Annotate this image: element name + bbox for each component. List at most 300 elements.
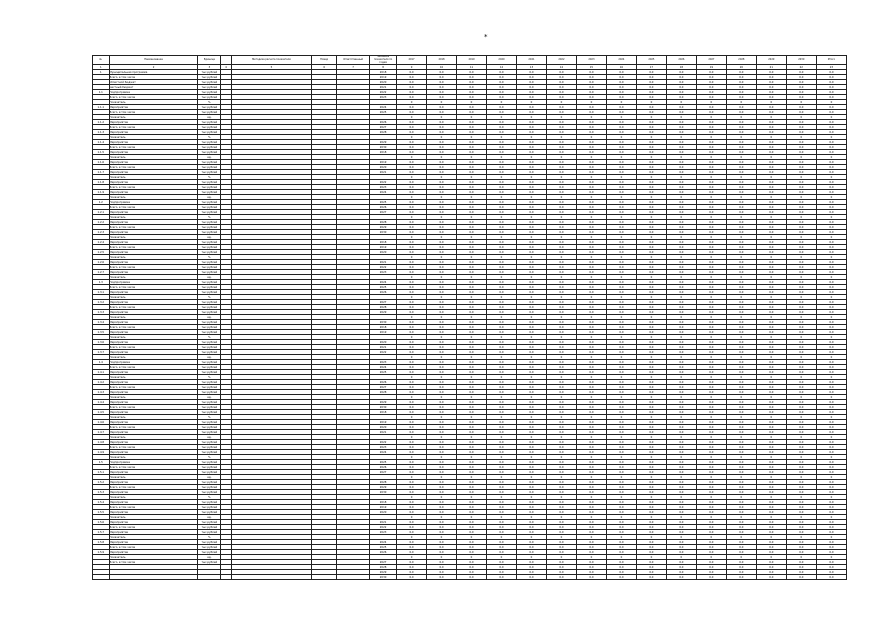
table-cell: 1.5.9 xyxy=(93,550,110,555)
table-cell: 0,0 xyxy=(397,70,427,75)
table-cell: 0,0 xyxy=(606,260,636,265)
table-cell: 0,0 xyxy=(666,300,696,305)
table-cell: 0,0 xyxy=(397,165,427,170)
table-cell: 0,0 xyxy=(636,390,666,395)
table-cell: 0,0 xyxy=(546,420,576,425)
table-cell: 0,0 xyxy=(636,530,666,535)
table-cell: 0 xyxy=(397,155,427,160)
table-cell: 0,0 xyxy=(816,500,846,505)
table-cell: 2028 xyxy=(370,390,397,395)
table-cell: 0,0 xyxy=(666,270,696,275)
table-cell: 2026 xyxy=(370,290,397,295)
table-cell: 0,0 xyxy=(546,550,576,555)
table-cell: 0 xyxy=(516,135,546,140)
table-cell xyxy=(198,575,221,580)
table-cell: 0,0 xyxy=(606,485,636,490)
table-cell: 0,0 xyxy=(457,350,487,355)
table-cell: 0,0 xyxy=(457,85,487,90)
table-cell: 0,0 xyxy=(516,145,546,150)
table-cell: 0,0 xyxy=(756,250,786,255)
table-cell: 0,0 xyxy=(397,150,427,155)
table-cell: 0,0 xyxy=(427,340,457,345)
table-cell: 0,0 xyxy=(576,500,606,505)
table-cell: 0,0 xyxy=(816,400,846,405)
table-cell: тыс.рублей xyxy=(198,75,221,80)
table-cell: 2029 xyxy=(370,570,397,575)
table-cell: тыс.рублей xyxy=(198,125,221,130)
table-cell: 0 xyxy=(486,115,516,120)
table-cell: 0,0 xyxy=(696,325,726,330)
table-cell: 0,0 xyxy=(397,420,427,425)
table-cell: 0,0 xyxy=(576,545,606,550)
table-cell: 0 xyxy=(726,455,756,460)
table-cell: 0,0 xyxy=(696,530,726,535)
table-cell: 0,0 xyxy=(457,95,487,100)
table-cell: 0,0 xyxy=(457,360,487,365)
table-cell: 2023 xyxy=(370,95,397,100)
table-cell: 0,0 xyxy=(576,225,606,230)
table-cell: 0,0 xyxy=(726,230,756,235)
table-cell: Всего, в том числе xyxy=(109,365,198,370)
table-cell: 0,0 xyxy=(576,245,606,250)
table-cell: 0 xyxy=(726,275,756,280)
table-cell: % xyxy=(198,295,221,300)
table-cell: 2027 xyxy=(370,210,397,215)
table-cell: 0,0 xyxy=(457,465,487,470)
header-cell: 2020 xyxy=(486,56,516,65)
table-cell: 0,0 xyxy=(516,250,546,255)
table-cell: 0,0 xyxy=(427,240,457,245)
table-cell: 0,0 xyxy=(816,550,846,555)
table-cell: 0 xyxy=(696,375,726,380)
table-cell: 0,0 xyxy=(546,230,576,235)
table-cell: 0,0 xyxy=(397,75,427,80)
table-cell: 0,0 xyxy=(666,410,696,415)
table-cell: 0,0 xyxy=(636,405,666,410)
table-cell: 0 xyxy=(457,135,487,140)
table-cell xyxy=(109,575,198,580)
table-cell: 0 xyxy=(427,175,457,180)
table-cell: 0,0 xyxy=(756,75,786,80)
table-cell: 0,0 xyxy=(816,430,846,435)
table-cell: 0 xyxy=(786,375,816,380)
table-cell: 2029 xyxy=(370,400,397,405)
table-cell: 0,0 xyxy=(786,145,816,150)
table-cell: 0,0 xyxy=(756,145,786,150)
table-cell: 0,0 xyxy=(696,405,726,410)
table-cell: 0,0 xyxy=(726,460,756,465)
table-cell: тыс.рублей xyxy=(198,480,221,485)
table-cell: 0,0 xyxy=(666,205,696,210)
table-cell: Показатель xyxy=(109,535,198,540)
table-cell: 0,0 xyxy=(546,390,576,395)
table-cell: 0 xyxy=(457,295,487,300)
table-cell: тыс.рублей xyxy=(198,560,221,565)
table-cell: 0,0 xyxy=(666,70,696,75)
header-cell: 2028 xyxy=(726,56,756,65)
table-cell: 0,0 xyxy=(786,305,816,310)
table-cell: 0,0 xyxy=(457,325,487,330)
table-cell: 0,0 xyxy=(816,185,846,190)
table-cell: 0 xyxy=(726,415,756,420)
table-cell: 0,0 xyxy=(457,440,487,445)
table-cell: 0,0 xyxy=(397,145,427,150)
table-cell: 0,0 xyxy=(427,500,457,505)
table-cell: 0,0 xyxy=(397,210,427,215)
table-cell: 2024 xyxy=(370,540,397,545)
table-cell: 2028 xyxy=(370,480,397,485)
table-cell: 0 xyxy=(666,235,696,240)
table-cell: 0,0 xyxy=(606,110,636,115)
table-cell: 0 xyxy=(816,355,846,360)
table-cell: 0,0 xyxy=(606,450,636,455)
table-cell: 0 xyxy=(457,235,487,240)
table-cell: 0,0 xyxy=(457,570,487,575)
table-cell: 0,0 xyxy=(816,345,846,350)
table-cell: 0,0 xyxy=(816,85,846,90)
table-cell: 0,0 xyxy=(816,465,846,470)
table-cell: 0,0 xyxy=(786,225,816,230)
table-cell: 0,0 xyxy=(516,285,546,290)
table-cell: 0,0 xyxy=(427,425,457,430)
table-cell: 1.4.6 xyxy=(93,420,110,425)
table-cell: 0,0 xyxy=(427,410,457,415)
table-cell: 0,0 xyxy=(486,350,516,355)
table-cell: 0,0 xyxy=(696,145,726,150)
table-cell: 0,0 xyxy=(397,125,427,130)
table-cell: тыс.рублей xyxy=(198,325,221,330)
table-cell: 0,0 xyxy=(636,280,666,285)
table-cell: 0,0 xyxy=(457,270,487,275)
table-cell: 0 xyxy=(816,175,846,180)
table-cell: 0,0 xyxy=(546,505,576,510)
table-cell: 0,0 xyxy=(457,400,487,405)
table-cell: 0 xyxy=(397,295,427,300)
table-cell: тыс.рублей xyxy=(198,460,221,465)
table-cell: 0,0 xyxy=(576,90,606,95)
table-cell: 0,0 xyxy=(516,205,546,210)
table-cell: тыс.рублей xyxy=(198,220,221,225)
table-cell: 0,0 xyxy=(457,190,487,195)
table-cell: 0,0 xyxy=(486,405,516,410)
table-cell: 0 xyxy=(397,195,427,200)
table-cell: 0,0 xyxy=(427,95,457,100)
table-cell: 0,0 xyxy=(427,390,457,395)
table-cell: Всего, в том числе xyxy=(109,75,198,80)
table-cell: 0,0 xyxy=(786,465,816,470)
table-cell: 0 xyxy=(427,335,457,340)
table-cell: 0,0 xyxy=(606,75,636,80)
table-cell: 0,0 xyxy=(427,380,457,385)
table-cell: 0,0 xyxy=(726,180,756,185)
table-cell: 0,0 xyxy=(397,465,427,470)
table-cell: 0,0 xyxy=(576,70,606,75)
table-cell: 0,0 xyxy=(636,460,666,465)
table-cell: 1.2.4 xyxy=(93,240,110,245)
table-cell: 0,0 xyxy=(696,545,726,550)
table-cell: 0,0 xyxy=(457,285,487,290)
table-cell: 0,0 xyxy=(546,110,576,115)
table-cell: Показатель xyxy=(109,215,198,220)
table-cell: 0 xyxy=(516,375,546,380)
table-cell: 0 xyxy=(726,155,756,160)
table-cell: 0,0 xyxy=(636,485,666,490)
table-cell: 0,0 xyxy=(786,70,816,75)
table-cell: 0,0 xyxy=(486,410,516,415)
table-cell: 0,0 xyxy=(576,290,606,295)
table-cell: 0 xyxy=(457,475,487,480)
table-cell: 0 xyxy=(666,295,696,300)
table-cell: 0,0 xyxy=(576,190,606,195)
table-cell: 2025 xyxy=(370,370,397,375)
table-cell: 0,0 xyxy=(546,125,576,130)
table-cell: 0 xyxy=(786,100,816,105)
table-cell: 0 xyxy=(606,395,636,400)
table-cell: 0,0 xyxy=(726,140,756,145)
table-cell: 0,0 xyxy=(576,410,606,415)
table-cell: 0,0 xyxy=(696,385,726,390)
table-cell: Мероприятие xyxy=(109,550,198,555)
table-cell: 0 xyxy=(666,135,696,140)
table-cell: 0,0 xyxy=(546,570,576,575)
table-cell: 0,0 xyxy=(427,200,457,205)
table-cell: 0,0 xyxy=(666,570,696,575)
table-cell: 2026 xyxy=(370,465,397,470)
table-cell: 0,0 xyxy=(546,250,576,255)
table-cell: тыс.рублей xyxy=(198,110,221,115)
table-cell: 0,0 xyxy=(486,290,516,295)
table-cell: 0 xyxy=(786,115,816,120)
table-cell: 0,0 xyxy=(486,565,516,570)
table-cell: 0,0 xyxy=(636,150,666,155)
table-cell: 0,0 xyxy=(516,420,546,425)
table-cell: 0,0 xyxy=(636,545,666,550)
table-cell: 0 xyxy=(666,515,696,520)
table-cell: 0,0 xyxy=(486,325,516,330)
table-cell: 0 xyxy=(756,455,786,460)
table-cell: 0,0 xyxy=(457,480,487,485)
table-cell: 0,0 xyxy=(457,210,487,215)
table-cell: 0 xyxy=(786,195,816,200)
table-cell: 0 xyxy=(457,555,487,560)
table-cell: 0,0 xyxy=(666,230,696,235)
table-cell: 0,0 xyxy=(486,500,516,505)
table-cell xyxy=(337,575,370,580)
table-cell: Показатель xyxy=(109,235,198,240)
table-cell: 0,0 xyxy=(696,125,726,130)
table-cell: 0,0 xyxy=(427,260,457,265)
table-cell: ед. xyxy=(198,435,221,440)
table-cell: 0,0 xyxy=(457,165,487,170)
table-cell: 0,0 xyxy=(427,520,457,525)
table-cell: 0 xyxy=(546,455,576,460)
table-cell: 0,0 xyxy=(457,105,487,110)
table-cell: 2022 xyxy=(370,525,397,530)
table-cell: 0,0 xyxy=(726,385,756,390)
table-cell: 0,0 xyxy=(427,205,457,210)
table-cell: 0,0 xyxy=(696,185,726,190)
table-cell: Мероприятие xyxy=(109,150,198,155)
table-cell: 2022 xyxy=(370,265,397,270)
table-cell: 0,0 xyxy=(756,95,786,100)
table-cell: 2020 xyxy=(370,165,397,170)
table-cell: 0 xyxy=(816,335,846,340)
table-cell: 0 xyxy=(486,395,516,400)
table-cell: 0,0 xyxy=(636,560,666,565)
table-cell: 0 xyxy=(756,515,786,520)
table-cell: 0,0 xyxy=(486,205,516,210)
table-cell: 0,0 xyxy=(696,410,726,415)
table-cell xyxy=(93,575,110,580)
table-cell: 0 xyxy=(546,475,576,480)
table-cell: 0,0 xyxy=(397,500,427,505)
table-cell: 0,0 xyxy=(636,470,666,475)
table-cell: 0,0 xyxy=(786,160,816,165)
table-cell: 0 xyxy=(756,235,786,240)
table-cell: 0,0 xyxy=(546,245,576,250)
table-cell: тыс.рублей xyxy=(198,385,221,390)
table-cell: 0,0 xyxy=(486,110,516,115)
table-cell: 0,0 xyxy=(457,280,487,285)
table-cell: 0,0 xyxy=(666,330,696,335)
table-cell: 2029 xyxy=(370,485,397,490)
table-cell: 0,0 xyxy=(726,260,756,265)
table-cell: 0,0 xyxy=(696,165,726,170)
table-cell: 0 xyxy=(606,335,636,340)
table-cell: 0 xyxy=(816,275,846,280)
table-cell: 0,0 xyxy=(726,165,756,170)
table-cell: 0 xyxy=(397,415,427,420)
table-cell: 0,0 xyxy=(427,325,457,330)
header-cell: 2018 xyxy=(427,56,457,65)
table-cell: тыс.рублей xyxy=(198,130,221,135)
table-cell: 0,0 xyxy=(546,185,576,190)
table-cell: тыс.рублей xyxy=(198,530,221,535)
table-cell: 0 xyxy=(606,175,636,180)
table-cell: 0 xyxy=(696,255,726,260)
table-cell: 0 xyxy=(397,135,427,140)
table-cell: 0 xyxy=(486,335,516,340)
table-cell: 0,0 xyxy=(457,265,487,270)
table-cell: Показатель xyxy=(109,255,198,260)
table-cell: 0,0 xyxy=(516,225,546,230)
table-cell: 0,0 xyxy=(696,225,726,230)
table-cell: 0 xyxy=(666,475,696,480)
table-cell: 0,0 xyxy=(486,400,516,405)
table-cell: 0 xyxy=(756,135,786,140)
table-cell: 0,0 xyxy=(486,95,516,100)
table-cell: 2021 xyxy=(370,170,397,175)
header-number-cell: 13 xyxy=(516,65,546,70)
table-cell: 0,0 xyxy=(486,250,516,255)
table-cell: 0,0 xyxy=(397,575,427,580)
table-cell: 0,0 xyxy=(606,225,636,230)
table-cell: тыс.рублей xyxy=(198,180,221,185)
table-cell: 0,0 xyxy=(696,370,726,375)
table-cell: 0 xyxy=(576,535,606,540)
table-cell: 0,0 xyxy=(606,285,636,290)
table-cell: 0,0 xyxy=(786,230,816,235)
table-cell: тыс.рублей xyxy=(198,420,221,425)
table-cell: Мероприятие xyxy=(109,470,198,475)
table-cell: 0 xyxy=(816,195,846,200)
table-cell: Мероприятие xyxy=(109,105,198,110)
table-cell: 0,0 xyxy=(726,365,756,370)
table-cell: 0,0 xyxy=(606,325,636,330)
table-cell: 0 xyxy=(546,275,576,280)
header-number-cell: 12 xyxy=(486,65,516,70)
table-cell: 0,0 xyxy=(786,570,816,575)
table-cell: 0,0 xyxy=(486,490,516,495)
table-cell: 0,0 xyxy=(696,150,726,155)
table-cell: 0,0 xyxy=(576,310,606,315)
table-cell: 0,0 xyxy=(576,300,606,305)
table-cell: 0 xyxy=(786,435,816,440)
table-cell: тыс.рублей xyxy=(198,365,221,370)
table-cell: 0 xyxy=(756,115,786,120)
table-cell: 0,0 xyxy=(516,345,546,350)
table-cell: 0,0 xyxy=(486,225,516,230)
table-cell: 0,0 xyxy=(397,280,427,285)
table-cell: 0,0 xyxy=(486,460,516,465)
table-cell: 0,0 xyxy=(726,305,756,310)
table-cell: 0,0 xyxy=(726,430,756,435)
table-cell: 0,0 xyxy=(636,170,666,175)
table-cell: 0,0 xyxy=(397,450,427,455)
table-cell: 0,0 xyxy=(457,245,487,250)
table-cell: 0 xyxy=(666,395,696,400)
table-cell: 0,0 xyxy=(636,160,666,165)
table-cell: 0,0 xyxy=(457,565,487,570)
table-cell: 0,0 xyxy=(786,340,816,345)
table-cell: Мероприятие xyxy=(109,290,198,295)
table-cell: 0,0 xyxy=(756,90,786,95)
table-cell: 0 xyxy=(427,115,457,120)
table-cell: 0 xyxy=(576,235,606,240)
table-cell: 0,0 xyxy=(516,490,546,495)
table-cell: 2018 xyxy=(370,150,397,155)
table-cell: 0,0 xyxy=(546,265,576,270)
table-cell: 0 xyxy=(666,335,696,340)
table-cell: 0,0 xyxy=(756,445,786,450)
table-cell: 1.3.5 xyxy=(93,330,110,335)
table-cell: 2026 xyxy=(370,120,397,125)
table-cell: 0 xyxy=(696,455,726,460)
table-cell: 0,0 xyxy=(427,450,457,455)
table-cell: 0,0 xyxy=(756,400,786,405)
table-cell: 0,0 xyxy=(546,365,576,370)
table-cell: 0 xyxy=(397,175,427,180)
table-cell: 0,0 xyxy=(756,285,786,290)
table-cell: тыс.рублей xyxy=(198,430,221,435)
table-cell: 0,0 xyxy=(486,430,516,435)
table-cell: 0 xyxy=(486,195,516,200)
table-cell: Мероприятие xyxy=(109,390,198,395)
table-cell: 0,0 xyxy=(516,370,546,375)
table-cell: 0 xyxy=(486,315,516,320)
table-cell: 0,0 xyxy=(756,300,786,305)
table-cell: 0 xyxy=(606,415,636,420)
table-cell: 0 xyxy=(666,195,696,200)
table-cell: 0,0 xyxy=(546,170,576,175)
table-cell: 0,0 xyxy=(696,285,726,290)
table-cell: 0,0 xyxy=(786,320,816,325)
table-cell: 0 xyxy=(636,155,666,160)
table-cell: 0,0 xyxy=(516,480,546,485)
table-cell: 0,0 xyxy=(546,90,576,95)
table-cell: 0,0 xyxy=(397,370,427,375)
table-cell: 0,0 xyxy=(756,460,786,465)
